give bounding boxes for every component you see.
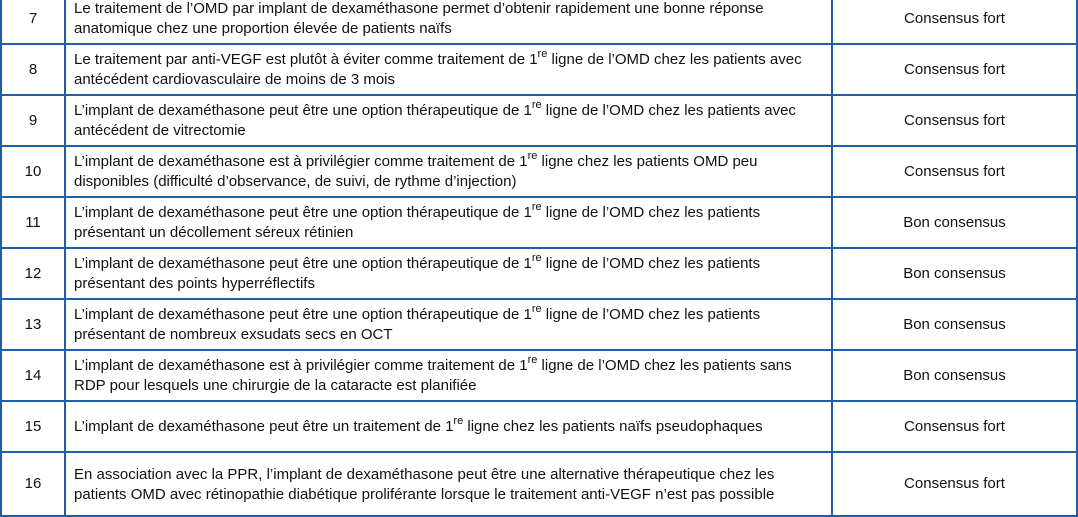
text-part: En association avec la PPR, l’implant de dexaméthasone peut être une alternative thérapeutique chez les patients OMD avec rétinopathie diabétique proliférante lorsque le traitement anti-VEGF n’est pas possible bbox=[74, 465, 775, 503]
superscript: re bbox=[527, 150, 538, 162]
table-row bbox=[1, 350, 1077, 401]
consensus-level: Bon consensus bbox=[832, 197, 1077, 248]
consensus-level: Consensus fort bbox=[832, 44, 1077, 95]
row-number: 12 bbox=[1, 248, 65, 299]
row-number: 9 bbox=[1, 95, 65, 146]
table-row bbox=[1, 401, 1077, 452]
consensus-level: Bon consensus bbox=[832, 350, 1077, 401]
text-part: Le traitement de l’OMD par implant de dexaméthasone permet d’obtenir rapidement une bonne réponse anatomique chez une proportion élevée de patients naïfs bbox=[74, 0, 764, 37]
recommendation-text bbox=[65, 146, 832, 197]
row-number: 7 bbox=[1, 0, 65, 44]
recommendation-text bbox=[65, 44, 832, 95]
row-number: 8 bbox=[1, 44, 65, 95]
text-part: ligne de l’OMD chez les patients avec antécédent de vitrectomie bbox=[74, 102, 796, 139]
text-part: ligne chez les patients OMD peu disponibles (difficulté d’observance, de suivi, de rythme d’injection) bbox=[74, 153, 758, 190]
text-part: L’implant de dexaméthasone est à privilégier comme traitement de 1 bbox=[74, 357, 528, 374]
table-row bbox=[1, 44, 1077, 95]
table-row bbox=[1, 248, 1077, 299]
table-row bbox=[1, 95, 1077, 146]
consensus-level: Consensus fort bbox=[832, 95, 1077, 146]
consensus-level: Consensus fort bbox=[832, 0, 1077, 44]
text-part: ligne de l’OMD chez les patients avec antécédent cardiovasculaire de moins de 3 mois bbox=[74, 51, 802, 88]
text-part: ligne de l’OMD chez les patients présentant des points hyperréflectifs bbox=[74, 255, 761, 292]
table-body bbox=[1, 0, 1077, 516]
recommendation-text bbox=[65, 197, 832, 248]
superscript: re bbox=[531, 99, 542, 111]
row-number: 10 bbox=[1, 146, 65, 197]
superscript: re bbox=[531, 252, 542, 264]
text-part: L’implant de dexaméthasone peut être une option thérapeutique de 1 bbox=[74, 255, 532, 272]
consensus-level: Bon consensus bbox=[832, 248, 1077, 299]
text-part: L’implant de dexaméthasone peut être une option thérapeutique de 1 bbox=[74, 204, 532, 221]
recommendation-text bbox=[65, 248, 832, 299]
recommendation-text bbox=[65, 95, 832, 146]
text-part: ligne chez les patients naïfs pseudophaques bbox=[463, 418, 763, 435]
text-part: ligne de l’OMD chez les patients présentant de nombreux exsudats secs en OCT bbox=[74, 306, 761, 343]
text-part: L’implant de dexaméthasone peut être une option thérapeutique de 1 bbox=[74, 102, 532, 119]
consensus-level: Consensus fort bbox=[832, 146, 1077, 197]
superscript: re bbox=[527, 354, 538, 366]
row-number: 11 bbox=[1, 197, 65, 248]
recommendation-text bbox=[65, 299, 832, 350]
text-part: L’implant de dexaméthasone peut être un traitement de 1 bbox=[74, 418, 454, 435]
text-part: Le traitement par anti-VEGF est plutôt à éviter comme traitement de 1 bbox=[74, 51, 538, 68]
table-row bbox=[1, 452, 1077, 516]
table-row bbox=[1, 0, 1077, 44]
row-number: 14 bbox=[1, 350, 65, 401]
recommendation-text bbox=[65, 0, 832, 44]
recommendation-text bbox=[65, 401, 832, 452]
table-row bbox=[1, 299, 1077, 350]
text-part: ligne de l’OMD chez les patients sans RDP pour lesquels une chirurgie de la cataracte est planifiée bbox=[74, 357, 792, 394]
consensus-level: Consensus fort bbox=[832, 452, 1077, 516]
recommendation-text bbox=[65, 350, 832, 401]
superscript: re bbox=[453, 415, 464, 427]
consensus-level: Bon consensus bbox=[832, 299, 1077, 350]
text-part: L’implant de dexaméthasone peut être une option thérapeutique de 1 bbox=[74, 306, 532, 323]
row-number: 15 bbox=[1, 401, 65, 452]
text-part: ligne de l’OMD chez les patients présentant un décollement séreux rétinien bbox=[74, 204, 761, 241]
superscript: re bbox=[537, 48, 548, 60]
row-number: 13 bbox=[1, 299, 65, 350]
table-row bbox=[1, 146, 1077, 197]
consensus-level: Consensus fort bbox=[832, 401, 1077, 452]
row-number: 16 bbox=[1, 452, 65, 516]
superscript: re bbox=[531, 201, 542, 213]
table-row bbox=[1, 197, 1077, 248]
recommendation-text bbox=[65, 452, 832, 516]
text-part: L’implant de dexaméthasone est à privilégier comme traitement de 1 bbox=[74, 153, 528, 170]
superscript: re bbox=[531, 303, 542, 315]
